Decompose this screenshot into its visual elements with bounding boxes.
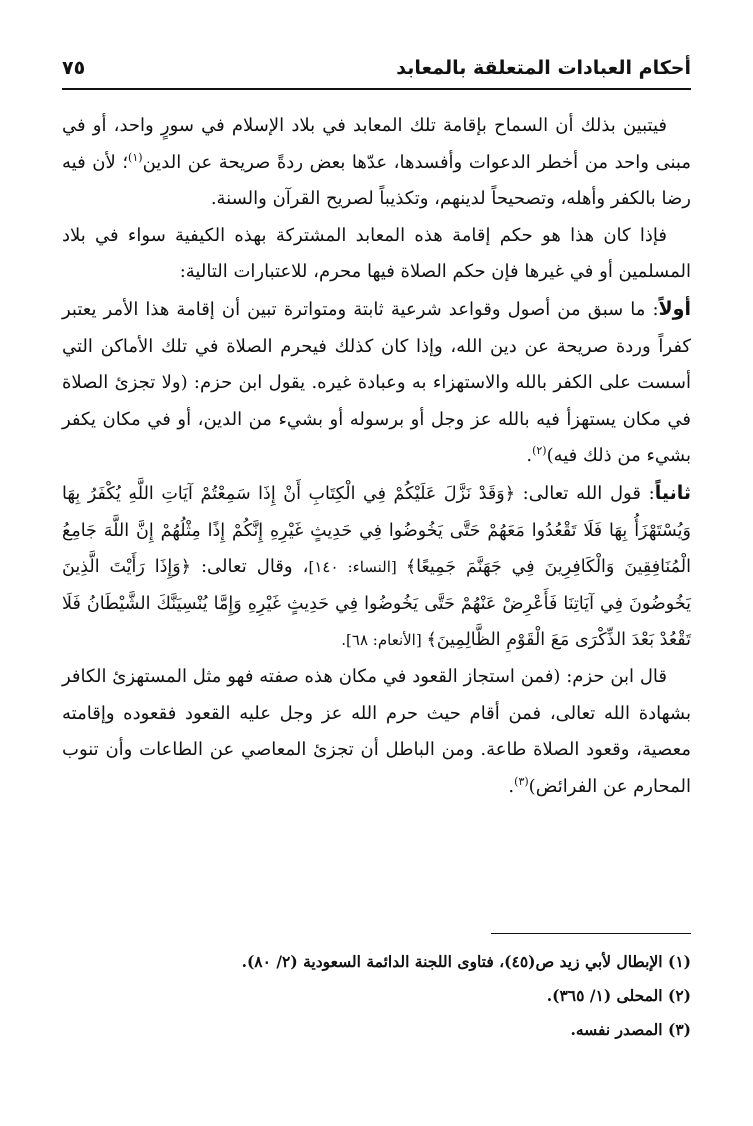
footnote-divider — [491, 933, 691, 934]
footnote-mark-1[interactable]: (١) — [128, 150, 143, 164]
footnote-3: (٣) المصدر نفسه. — [570, 1020, 691, 1039]
footnote-2: (٢) المحلى (١/ ٣٦٥). — [546, 986, 691, 1005]
footnote-mark-2[interactable]: (٢) — [532, 444, 547, 458]
paragraph-third: قال ابن حزم: (فمن استجاز القعود في مكان هذه صفته فهو مثل المستهزئ الكافر بشهادة الله تعالى، فمن أقام حيث حرم الله عز وجل عليه القعود فقعوده وإقامته معصية، وقعود الصلاة طاعة. ومن الباطل أن تجزئ المعاصي عن الطاعات وأن تنوب المحارم عن الفرائض)$^{(٣)}$. — [62, 665, 691, 797]
footnote-mark-3[interactable]: (٣) — [514, 774, 529, 788]
paragraph-first: أولاً: ما سبق من أصول وقواعد شرعية ثابتة ومتواترة تبين أن إقامة هذا الأمر يعتبر كفراً وردة صريحة عن دين الله، وإذا كان كذلك فيحرم الصلاة في تلك الأماكن التي أسست على الكفر بالله والاستهزاء به وعبادة غيره. يقول ابن حزم: (ولا تجزئ الصلاة في مكان يستهزأ فيه بالله عز وجل أو برسوله أو بشيء من الدين، أو في مكان يكفر بشيء من ذلك فيه)$^{(٢)}$. — [62, 297, 691, 467]
running-title: أحكام العبادات المتعلقة بالمعابد — [396, 57, 691, 79]
verse-ref-anam: [الأنعام: ٦٨]. — [341, 631, 427, 650]
paragraph-2: فإذا كان هذا هو حكم إقامة هذه المعابد المشتركة بهذه الكيفية سواء في بلاد المسلمين أو في غيرها فإن حكم الصلاة فيها محرم، للاعتبارات التالية: — [62, 224, 691, 283]
footnote-1: (١) الإبطال لأبي زيد ص(٤٥)، فتاوى اللجنة الدائمة السعودية (٢/ ٨٠). — [241, 952, 691, 971]
paragraph-1: فيتبين بذلك أن السماح بإقامة تلك المعابد في بلاد الإسلام في سورٍ واحد، أو في مبنى واحد من أخطر الدعوات وأفسدها، عدّها بعض ردةً صريحة عن الدين$^{(١)}$؛ لأن فيه رضا بالكفر وأهله، وتصحيحاً لدينهم، وتكذيباً لصريح القرآن والسنة. — [62, 115, 691, 210]
paragraph-second: ثانياً: قول الله تعالى: ﴿وَقَدْ نَزَّلَ عَلَيْكُمْ فِي الْكِتَابِ أَنْ إِذَا سَمِعْتُمْ آيَاتِ اللَّهِ يُكْفَرُ بِهَا وَيُسْتَهْزَأُ بِهَا فَلَا تَقْعُدُوا مَعَهُمْ حَتَّى يَخُوضُوا فِي حَدِيثٍ غَيْرِهِ إِنَّكُمْ إِذًا مِثْلُهُمْ إِنَّ اللَّهَ جَامِعُ الْمُنَافِقِينَ وَالْكَافِرِينَ فِي جَهَنَّمَ جَمِيعًا﴾ [النساء: ١٤٠]، وقال تعالى: ﴿وَإِذَا رَأَيْتَ الَّذِينَ يَخُوضُونَ فِي آيَاتِنَا فَأَعْرِضْ عَنْهُمْ حَتَّى يَخُوضُوا فِي حَدِيثٍ غَيْرِهِ وَإِمَّا يُنْسِيَنَّكَ الشَّيْطَانُ فَلَا تَقْعُدْ بَعْدَ الذِّكْرَى مَعَ الْقَوْمِ الظَّالِمِينَ﴾ [الأنعام: ٦٨]. — [62, 481, 692, 651]
quran-verse-nisa: ﴿وَقَدْ نَزَّلَ عَلَيْكُمْ فِي الْكِتَابِ أَنْ إِذَا سَمِعْتُمْ آيَاتِ اللَّهِ يُكْفَرُ بِهَا وَيُسْتَهْزَأُ بِهَا فَلَا تَقْعُدُوا مَعَهُمْ حَتَّى يَخُوضُوا فِي حَدِيثٍ غَيْرِهِ إِنَّكُمْ إِذًا مِثْلُهُمْ إِنَّ اللَّهَ جَامِعُ الْمُنَافِقِينَ وَالْكَافِرِينَ فِي جَهَنَّمَ جَمِيعًا﴾ — [62, 483, 691, 578]
verse-ref-nisa: [النساء: ١٤٠] — [308, 558, 406, 577]
main-text — [62, 108, 691, 805]
page-number: ٧٥ — [62, 57, 86, 79]
page-header — [62, 48, 691, 90]
footnotes — [62, 945, 691, 1047]
label-second: ثانياً — [654, 481, 692, 504]
label-first: أولاً — [658, 297, 691, 320]
quran-verse-anam: ﴿وَإِذَا رَأَيْتَ الَّذِينَ يَخُوضُونَ فِي آيَاتِنَا فَأَعْرِضْ عَنْهُمْ حَتَّى يَخُوضُوا فِي حَدِيثٍ غَيْرِهِ وَإِمَّا يُنْسِيَنَّكَ الشَّيْطَانُ فَلَا تَقْعُدْ بَعْدَ الذِّكْرَى مَعَ الْقَوْمِ الظَّالِمِينَ﴾ — [62, 557, 691, 651]
